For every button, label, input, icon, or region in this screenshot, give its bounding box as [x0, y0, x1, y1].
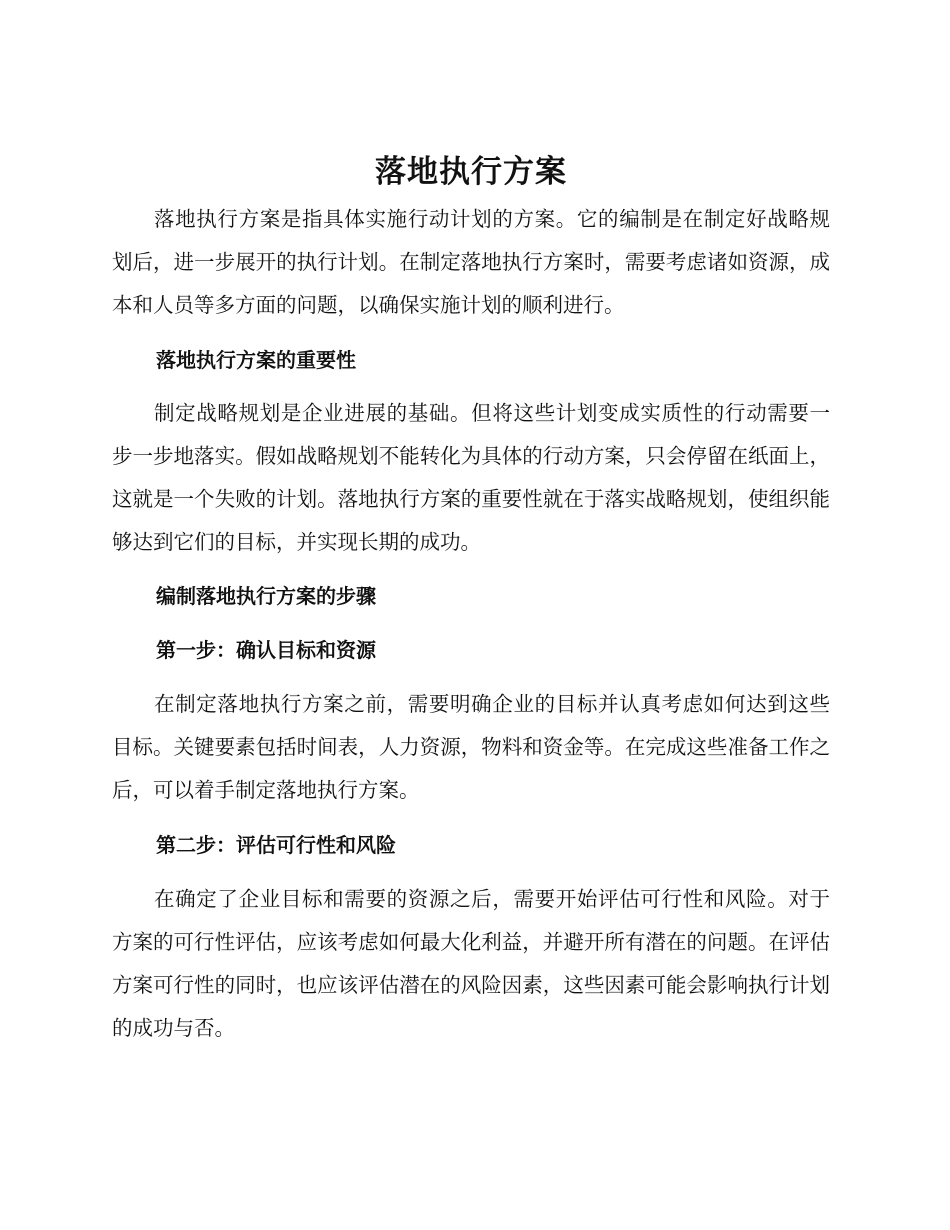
document-title: 落地执行方案: [375, 154, 567, 190]
section-heading-importance: 落地执行方案的重要性: [156, 348, 356, 372]
section-heading-steps: 编制落地执行方案的步骤: [156, 584, 376, 608]
section-heading-step2: 第二步：评估可行性和风险: [156, 833, 396, 857]
section-heading-step1: 第一步：确认目标和资源: [156, 638, 376, 662]
intro-paragraph: 落地执行方案是指具体实施行动计划的方案。它的编制是在制定好战略规划后，进一步展开的执行计划。在制定落地执行方案时，需要考虑诸如资源，成本和人员等多方面的问题，以确保实施计划的顺利进行。: [112, 207, 830, 317]
section-body-step1: 在制定落地执行方案之前，需要明确企业的目标并认真考虑如何达到这些目标。关键要素包括时间表，人力资源，物料和资金等。在完成这些准备工作之后，可以着手制定落地执行方案。: [112, 692, 830, 802]
section-body-importance: 制定战略规划是企业进展的基础。但将这些计划变成实质性的行动需要一步一步地落实。假如战略规划不能转化为具体的行动方案，只会停留在纸面上，这就是一个失败的计划。落地执行方案的重要性就在于落实战略规划，使组织能够达到它们的目标，并实现长期的成功。: [112, 401, 830, 554]
section-body-step2: 在确定了企业目标和需要的资源之后，需要开始评估可行性和风险。对于方案的可行性评估，应该考虑如何最大化利益，并避开所有潜在的问题。在评估方案可行性的同时，也应该评估潜在的风险因素，这些因素可能会影响执行计划的成功与否。: [112, 887, 830, 1040]
